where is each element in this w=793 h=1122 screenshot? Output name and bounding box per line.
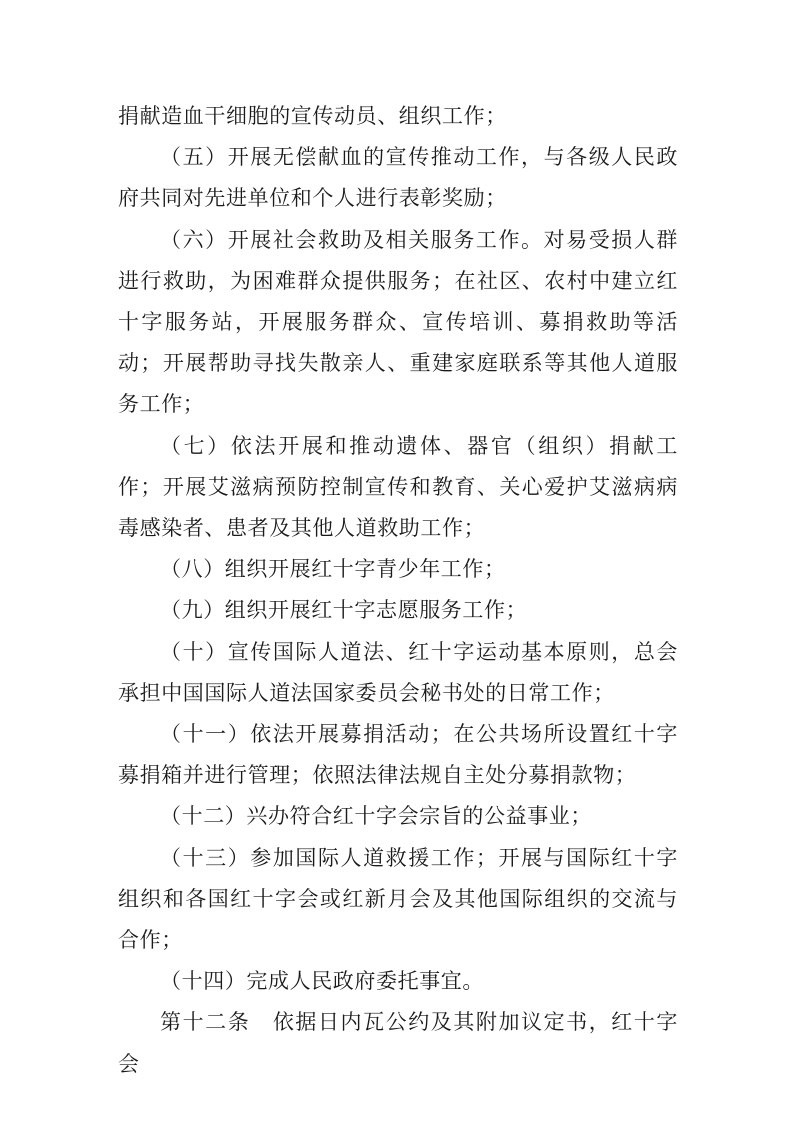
document-body [118, 96, 678, 1085]
paragraph-item-13: （十三）参加国际人道救援工作；开展与国际红十字组织和各国红十字会或红新月会及其他国际组织的交流与合作； [118, 845, 678, 953]
paragraph-continuation: 捐献造血干细胞的宣传动员、组织工作； [118, 104, 507, 128]
paragraph-item-7: （七）依法开展和推动遗体、器官（组织）捐献工作；开展艾滋病预防控制宣传和教育、关心爱护艾滋病病毒感染者、患者及其他人道救助工作； [118, 433, 678, 541]
paragraph-item-5: （五）开展无偿献血的宣传推动工作，与各级人民政府共同对先进单位和个人进行表彰奖励； [118, 145, 678, 211]
paragraph-item-12: （十二）兴办符合红十字会宗旨的公益事业； [160, 804, 592, 829]
paragraph-item-14: （十四）完成人民政府委托事宜。 [160, 969, 484, 994]
paragraph-article-12: 第十二条 依据日内瓦公约及其附加议定书，红十字会 [118, 1010, 678, 1076]
paragraph-item-11: （十一）依法开展募捐活动；在公共场所设置红十字募捐箱并进行管理；依照法律法规自主处分募捐款物； [118, 722, 678, 788]
paragraph-item-10: （十）宣传国际人道法、红十字运动基本原则，总会承担中国国际人道法国家委员会秘书处的日常工作； [118, 639, 678, 705]
paragraph-item-9: （九）组织开展红十字志愿服务工作； [160, 598, 528, 623]
paragraph-item-8: （八）组织开展红十字青少年工作； [160, 557, 506, 582]
paragraph-item-6: （六）开展社会救助及相关服务工作。对易受损人群进行救助，为困难群众提供服务；在社区、农村中建立红十字服务站，开展服务群众、宣传培训、募捐救助等活动；开展帮助寻找失散亲人、重建家庭联系等其他人道服务工作； [118, 227, 678, 417]
